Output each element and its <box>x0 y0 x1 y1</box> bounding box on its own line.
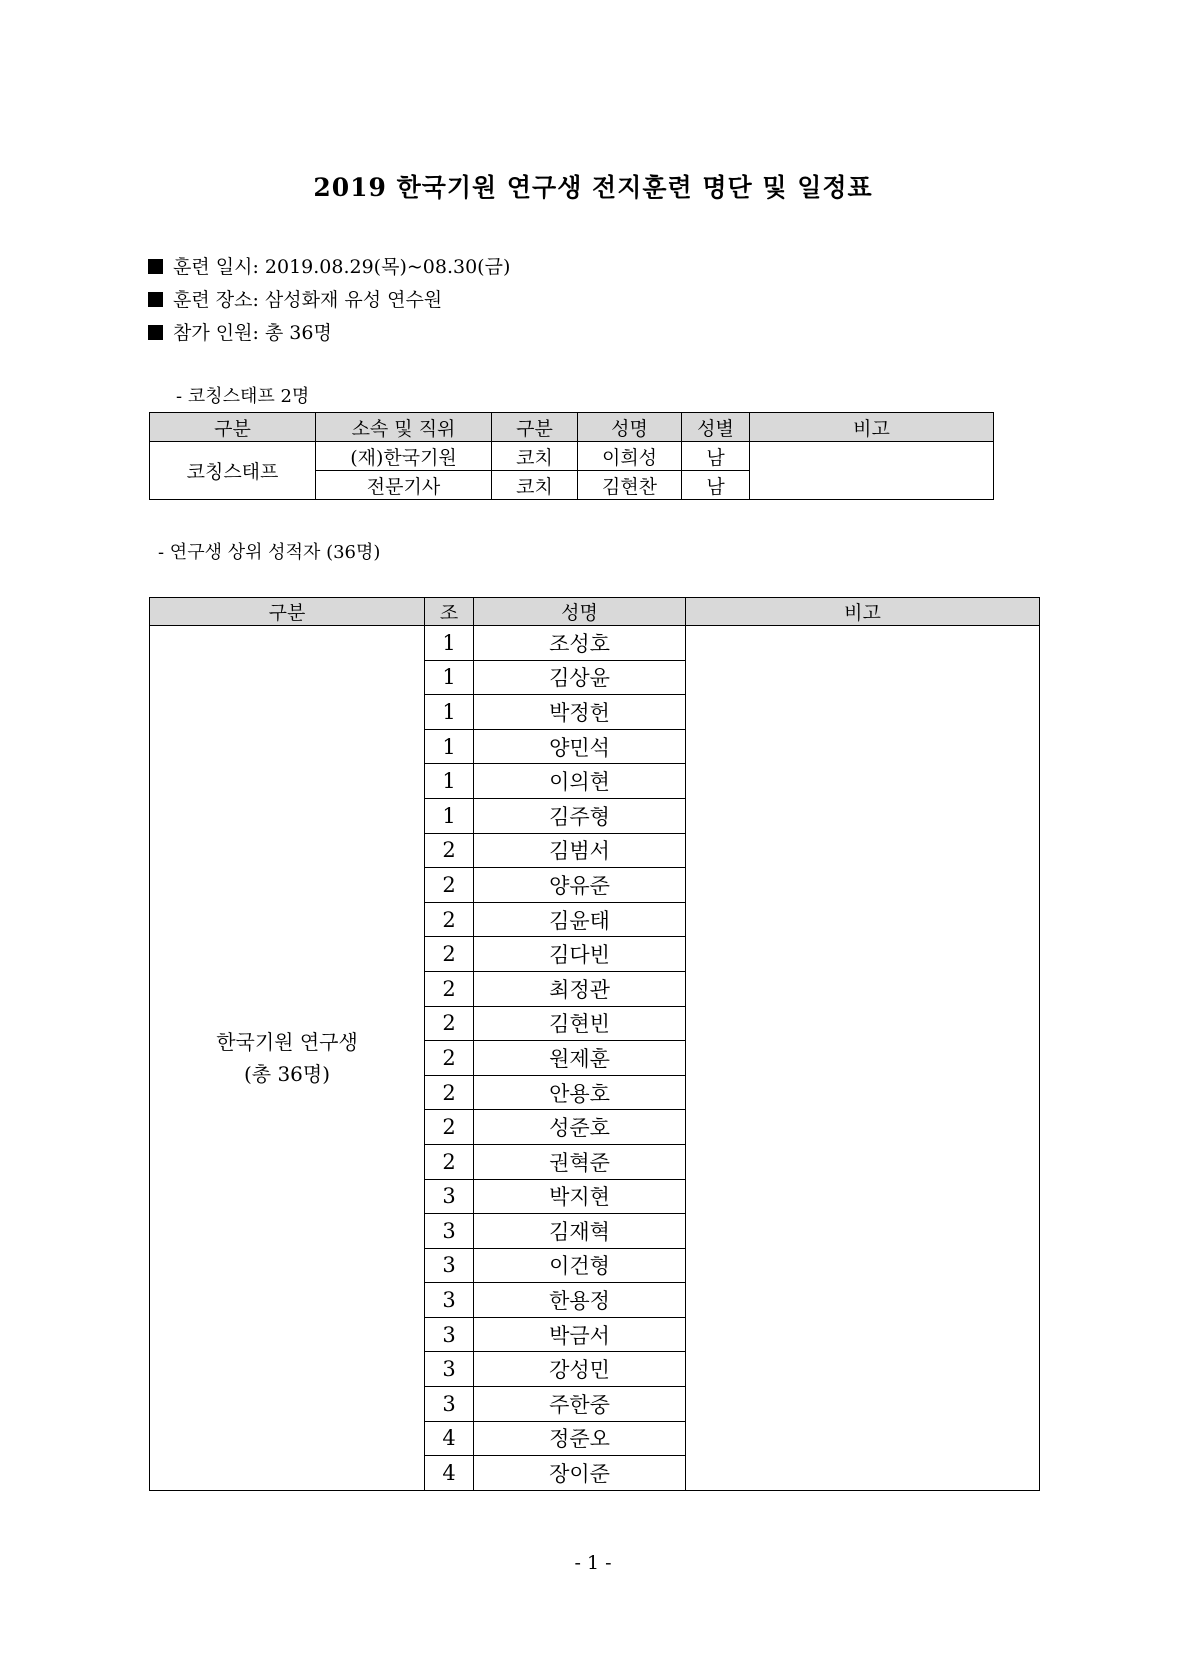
student-team-cell: 2 <box>425 1075 474 1110</box>
staff-header-cell: 소속 및 직위 <box>316 413 492 442</box>
staff-group-cell: 코칭스태프 <box>150 442 316 500</box>
staff-gender-cell: 남 <box>682 442 750 471</box>
student-team-cell: 2 <box>425 902 474 937</box>
info-place-text: 훈련 장소: 삼성화재 유성 연수원 <box>173 289 443 311</box>
student-name-cell: 장이준 <box>474 1456 686 1491</box>
student-team-cell: 2 <box>425 1110 474 1145</box>
student-name-cell: 박금서 <box>474 1317 686 1352</box>
student-header-row <box>150 598 1040 626</box>
student-name-cell: 김범서 <box>474 833 686 868</box>
staff-gender-cell: 남 <box>682 471 750 500</box>
student-name-cell: 조성호 <box>474 626 686 661</box>
staff-header-row <box>150 413 994 442</box>
student-group-line1: 한국기원 연구생 <box>216 1029 358 1054</box>
page-number: - 1 - <box>574 1552 612 1574</box>
staff-header-cell: 비고 <box>750 413 994 442</box>
student-note-cell <box>686 626 1040 1491</box>
student-name-cell: 이의현 <box>474 764 686 799</box>
student-name-cell: 성준호 <box>474 1110 686 1145</box>
student-name-cell: 한용정 <box>474 1283 686 1318</box>
staff-heading: - 코칭스태프 2명 <box>176 386 310 407</box>
info-place <box>148 285 442 312</box>
student-name-cell: 박지현 <box>474 1179 686 1214</box>
staff-name-cell: 이희성 <box>578 442 682 471</box>
student-team-cell: 2 <box>425 868 474 903</box>
student-team-cell: 3 <box>425 1387 474 1422</box>
staff-affiliation-line1: (재)한국기원 <box>316 442 492 471</box>
info-participants-text: 참가 인원: 총 36명 <box>173 322 332 344</box>
student-name-cell: 박정헌 <box>474 695 686 730</box>
student-name-cell: 강성민 <box>474 1352 686 1387</box>
student-name-cell: 김상윤 <box>474 660 686 695</box>
student-team-cell: 3 <box>425 1352 474 1387</box>
student-group-cell <box>150 626 425 1491</box>
student-name-cell: 김현빈 <box>474 1006 686 1041</box>
student-team-cell: 3 <box>425 1317 474 1352</box>
student-name-cell: 이건형 <box>474 1248 686 1283</box>
student-team-cell: 4 <box>425 1456 474 1491</box>
student-name-cell: 원제훈 <box>474 1041 686 1076</box>
student-header-cell: 성명 <box>474 598 686 626</box>
table-row <box>150 442 994 471</box>
student-name-cell: 김재혁 <box>474 1214 686 1249</box>
student-name-cell: 김윤태 <box>474 902 686 937</box>
student-team-cell: 1 <box>425 626 474 661</box>
student-name-cell: 최정관 <box>474 971 686 1006</box>
square-bullet-icon <box>148 292 163 307</box>
student-name-cell: 양유준 <box>474 868 686 903</box>
info-date-text: 훈련 일시: 2019.08.29(목)~08.30(금) <box>173 256 511 278</box>
student-name-cell: 주한중 <box>474 1387 686 1422</box>
student-team-cell: 2 <box>425 1144 474 1179</box>
student-team-cell: 2 <box>425 971 474 1006</box>
square-bullet-icon <box>148 325 163 340</box>
table-row <box>150 626 1040 661</box>
staff-note-cell <box>750 442 994 500</box>
student-heading: - 연구생 상위 성적자 (36명) <box>158 542 381 563</box>
student-name-cell: 권혁준 <box>474 1144 686 1179</box>
student-team-cell: 3 <box>425 1283 474 1318</box>
staff-header-cell: 구분 <box>492 413 578 442</box>
student-header-cell: 조 <box>425 598 474 626</box>
student-team-cell: 2 <box>425 833 474 868</box>
student-header-cell: 비고 <box>686 598 1040 626</box>
staff-header-cell: 성명 <box>578 413 682 442</box>
staff-name-cell: 김현찬 <box>578 471 682 500</box>
info-date <box>148 252 510 279</box>
staff-affiliation-line2: 전문기사 <box>316 471 492 500</box>
staff-role-cell: 코치 <box>492 442 578 471</box>
student-name-cell: 김다빈 <box>474 937 686 972</box>
staff-header-cell: 구분 <box>150 413 316 442</box>
student-team-cell: 2 <box>425 1041 474 1076</box>
square-bullet-icon <box>148 259 163 274</box>
student-header-cell: 구분 <box>150 598 425 626</box>
student-name-cell: 안용호 <box>474 1075 686 1110</box>
student-team-cell: 1 <box>425 798 474 833</box>
page-title: 2019 한국기원 연구생 전지훈련 명단 및 일정표 <box>313 173 873 202</box>
staff-header-cell: 성별 <box>682 413 750 442</box>
student-team-cell: 1 <box>425 695 474 730</box>
student-name-cell: 양민석 <box>474 729 686 764</box>
student-team-cell: 1 <box>425 764 474 799</box>
info-participants <box>148 318 332 345</box>
student-team-cell: 4 <box>425 1421 474 1456</box>
student-team-cell: 3 <box>425 1248 474 1283</box>
student-name-cell: 김주형 <box>474 798 686 833</box>
student-group-line2: (총 36명) <box>243 1061 331 1086</box>
student-team-cell: 1 <box>425 729 474 764</box>
staff-table <box>149 412 994 500</box>
student-team-cell: 2 <box>425 1006 474 1041</box>
staff-role-cell: 코치 <box>492 471 578 500</box>
student-team-cell: 3 <box>425 1179 474 1214</box>
student-team-cell: 1 <box>425 660 474 695</box>
student-team-cell: 3 <box>425 1214 474 1249</box>
student-table <box>149 597 1040 1491</box>
student-team-cell: 2 <box>425 937 474 972</box>
student-name-cell: 정준오 <box>474 1421 686 1456</box>
